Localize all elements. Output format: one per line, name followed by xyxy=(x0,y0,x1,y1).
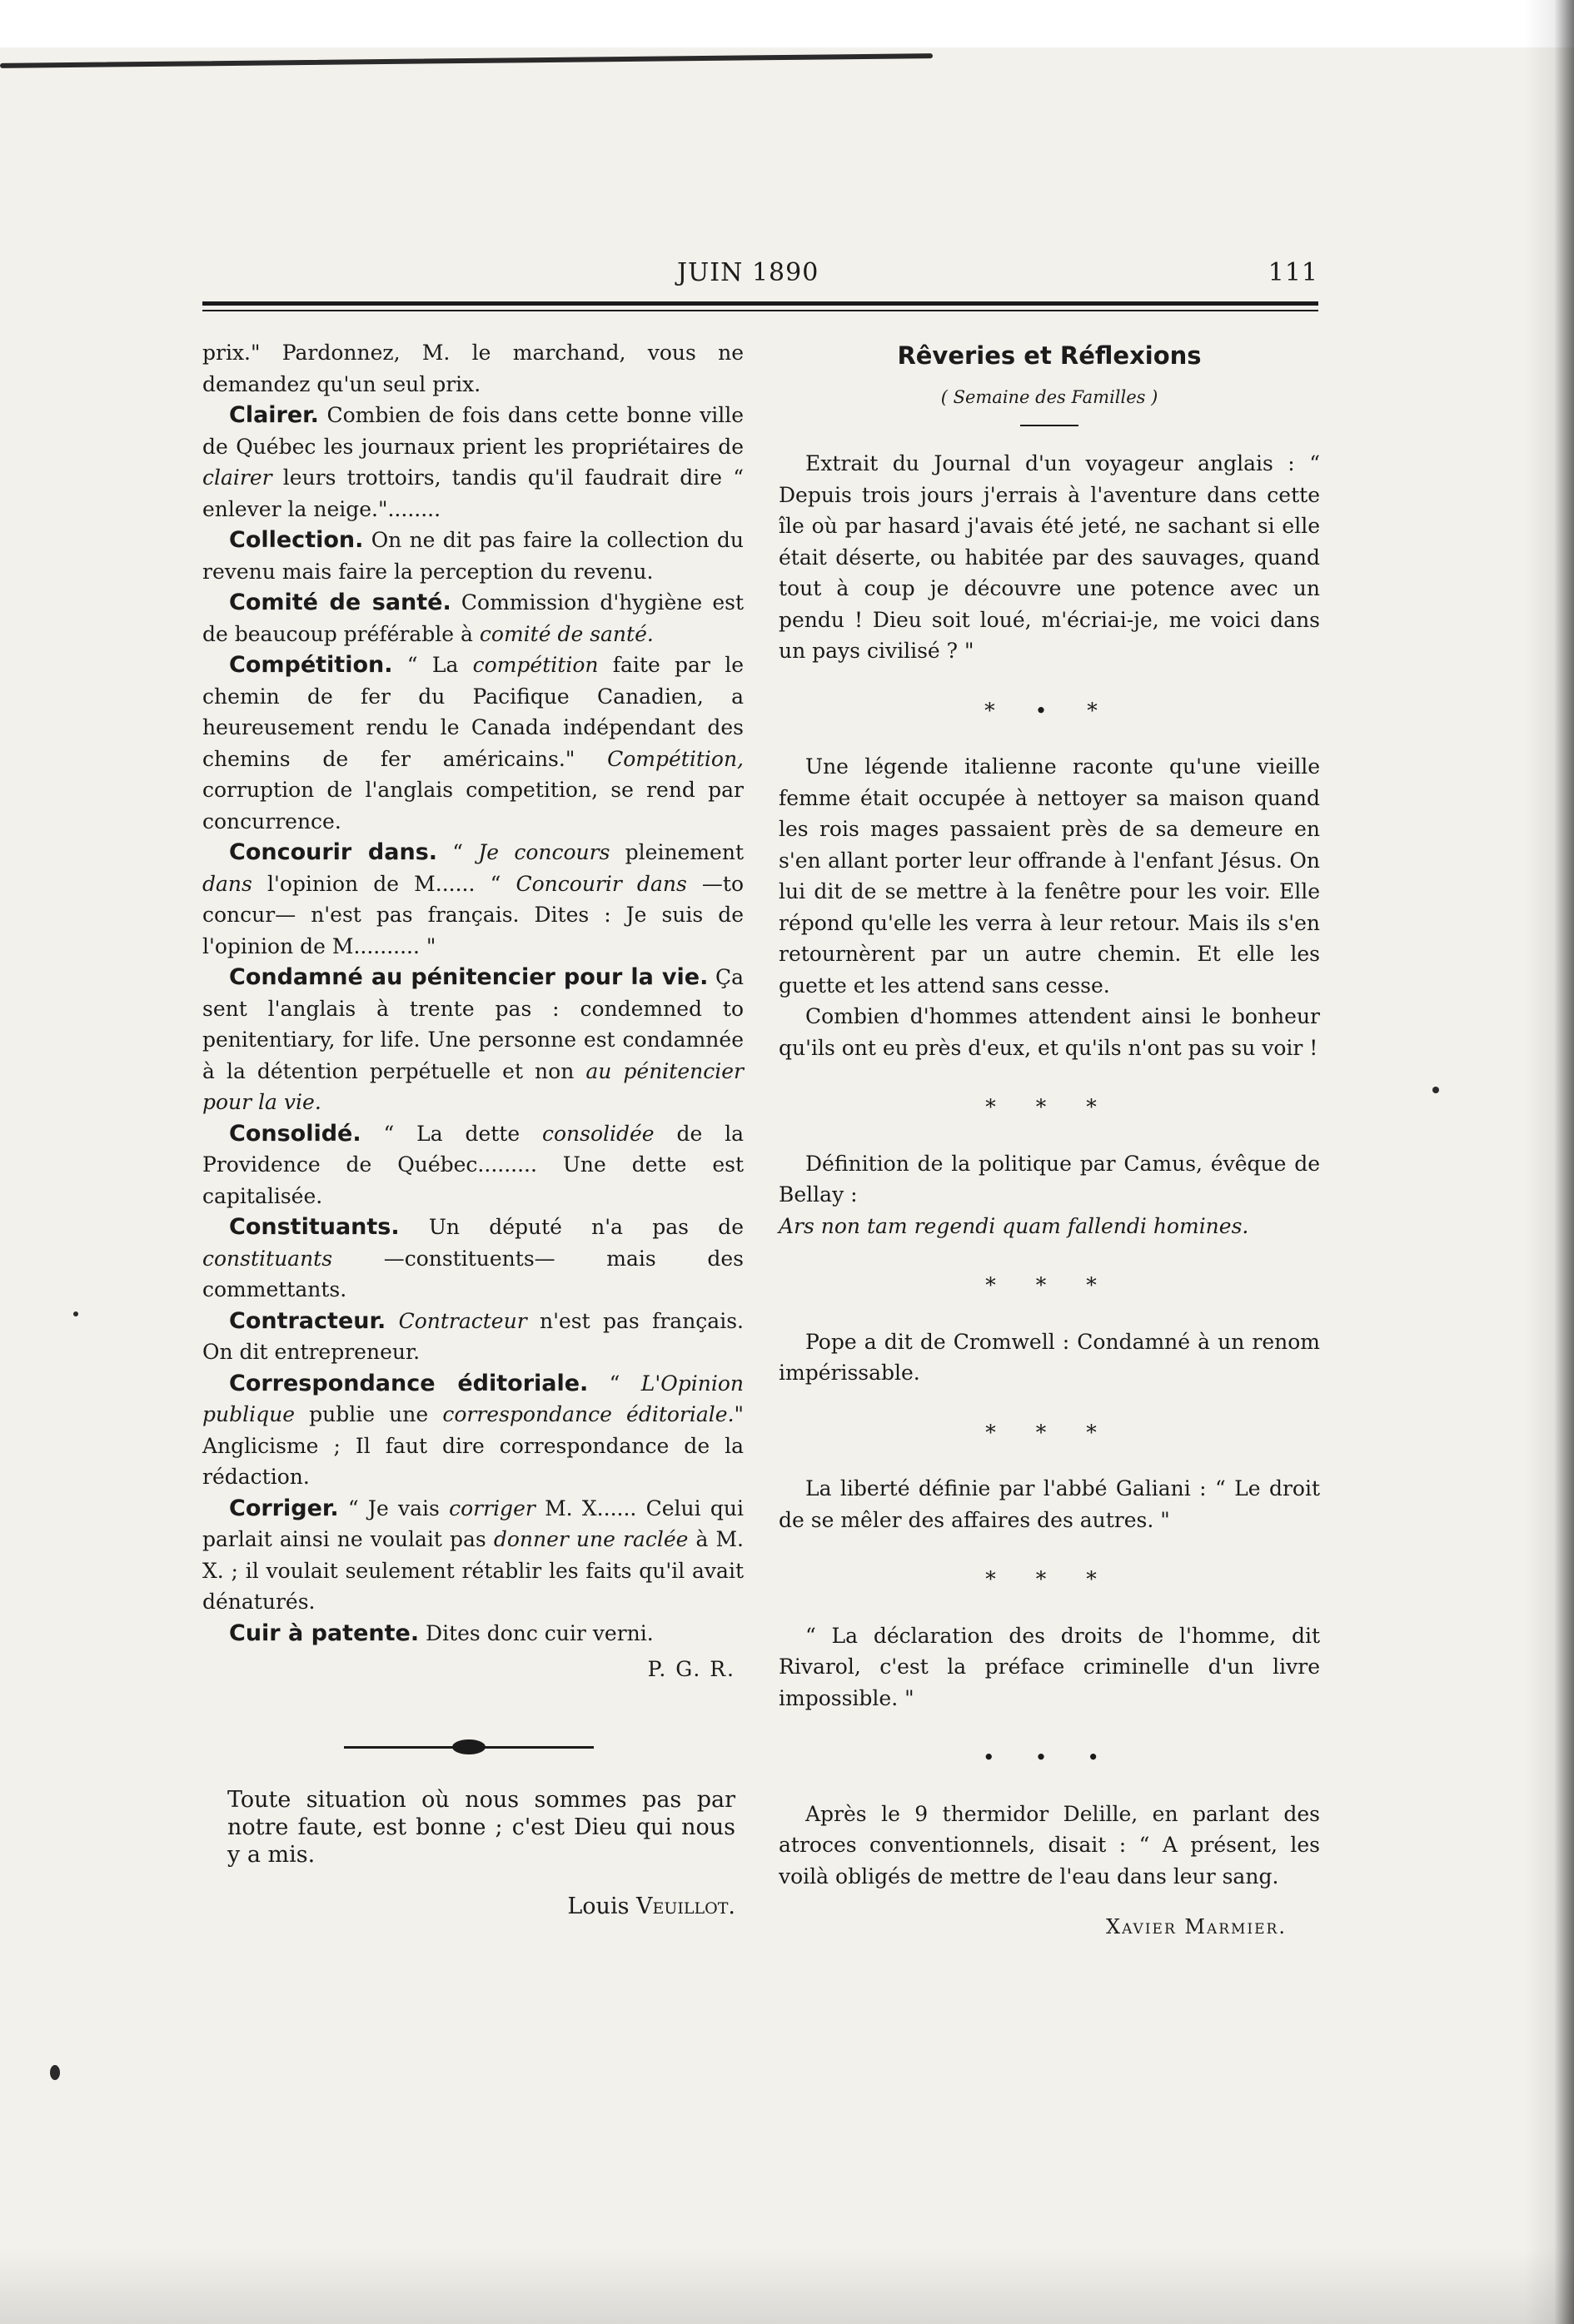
entry-text: On ne dit pas faire la collection du revenu mais faire la perception du revenu. xyxy=(202,528,744,584)
header-rule-thick xyxy=(202,301,1318,306)
entry-text: “ xyxy=(588,1371,641,1396)
signature-pgr: P. G. R. xyxy=(647,1657,735,1681)
separator-stars: * • * xyxy=(984,698,1114,723)
entry-text: leurs trottoirs, tandis qu'il faudrait dire “ enlever la neige."........ xyxy=(202,465,744,521)
entry-text: “ xyxy=(437,840,479,864)
entry-term: Compétition. xyxy=(229,652,393,678)
right-column xyxy=(779,337,1320,1963)
glossary-entry xyxy=(202,1368,744,1493)
entry-text: dans xyxy=(202,871,252,896)
paragraph-camus: Définition de la politique par Camus, évêque de Bellay : xyxy=(779,1151,1320,1207)
paragraph-bonheur: Combien d'hommes attendent ainsi le bonheur qu'ils ont eu près d'eux, et qu'ils n'ont pas su voir ! xyxy=(779,1004,1320,1060)
ornament-center xyxy=(452,1739,486,1754)
glossary-entry xyxy=(202,962,744,1118)
section-title: Rêveries et Réflexions xyxy=(897,341,1202,370)
veuillot-quote: Toute situation où nous sommes pas par notre faute, est bonne ; c'est Dieu qui nous y a mis. xyxy=(227,1786,735,1868)
short-rule xyxy=(1020,425,1078,426)
running-title: JUIN 1890 xyxy=(677,258,819,287)
entry-text: clairer xyxy=(202,465,272,490)
entry-term: Cuir à patente. xyxy=(229,1620,420,1646)
entry-text: Concourir dans xyxy=(516,871,687,896)
entry-text: consolidée xyxy=(541,1121,655,1146)
glossary-entry xyxy=(202,1618,744,1650)
entry-text: “ Je vais xyxy=(338,1495,450,1520)
paragraph-voyageur: Extrait du Journal d'un voyageur anglais : “ Depuis trois jours j'errais à l'aventure dans cette île où par hasard j'avais été jeté, ne sachant si elle était déserte, ou habitée par des sauvages, quand tout à coup je découvre une potence avec un pendu ! Dieu soit loué, m'écriai-je, me voici dans un pays civilisé ? " xyxy=(779,451,1320,663)
entry-term: Constituants. xyxy=(229,1214,400,1240)
ornament-divider xyxy=(202,1730,744,1764)
paragraph-rivarol: “ La déclaration des droits de l'homme, dit Rivarol, c'est la préface criminelle d'un livre impossible. " xyxy=(779,1623,1320,1710)
glossary-entries xyxy=(202,400,744,1649)
author-first-name: Louis xyxy=(567,1893,630,1919)
glossary-entry xyxy=(202,1212,744,1306)
separator-stars: * * * xyxy=(985,1095,1113,1119)
glossary-entry xyxy=(202,525,744,587)
ink-speck xyxy=(1432,1087,1439,1093)
paragraph-galiani: La liberté définie par l'abbé Galiani : “ Le droit de se mêler des affaires des autres. " xyxy=(779,1476,1320,1532)
glossary-entry xyxy=(202,1493,744,1618)
entry-text: " Anglicisme ; Il faut dire correspondance de la rédaction. xyxy=(202,1402,745,1489)
entry-text: Combien de fois dans cette bonne ville de Québec les journaux prient les propriétaires de xyxy=(202,403,744,459)
entry-term: Comité de santé. xyxy=(229,590,451,615)
entry-text: Ça sent l'anglais à trente pas : condemned to penitentiary, for life. Une personne est condamnée à la détention perpétuelle et non xyxy=(202,965,744,1083)
entry-text: donner une raclée xyxy=(493,1527,689,1551)
glossary-entry xyxy=(202,837,744,962)
entry-text: —to concur— n'est pas français. Dites : Je suis de l'opinion de M.......... " xyxy=(202,871,744,958)
entry-text: Commission d'hygiène est de beaucoup préférable à xyxy=(202,590,744,646)
entry-text: pleinement xyxy=(610,840,744,864)
entry-text: comité de santé. xyxy=(479,621,654,646)
entry-text xyxy=(386,1309,398,1333)
entry-text: n'est pas français. On dit entrepreneur. xyxy=(202,1308,744,1364)
entry-text: Contracteur xyxy=(398,1308,527,1333)
separator-stars: * * * xyxy=(985,1273,1113,1297)
intro-text: prix." Pardonnez, M. le marchand, vous ne demandez qu'un seul prix. xyxy=(202,341,744,396)
entry-term: Consolidé. xyxy=(229,1120,361,1147)
entry-term: Collection. xyxy=(229,527,364,553)
entry-text: Dites donc cuir verni. xyxy=(419,1620,654,1645)
entry-term: Clairer. xyxy=(229,402,319,428)
glossary-entry xyxy=(202,1118,744,1212)
separator-dots: • • • xyxy=(982,1745,1117,1769)
separator-stars: * * * xyxy=(985,1420,1113,1445)
header-rule-thin xyxy=(202,310,1318,311)
author-last-name: Veuillot. xyxy=(636,1893,735,1919)
quote-author xyxy=(202,1891,735,1923)
entry-text: Un député n'a pas de xyxy=(399,1215,744,1239)
entry-text: publie une xyxy=(295,1402,443,1426)
entry-text: corriger xyxy=(449,1495,535,1520)
signature-marmier: Xavier Marmier. xyxy=(1106,1915,1287,1938)
left-column xyxy=(202,337,744,1944)
entry-text: constituants xyxy=(202,1246,333,1271)
glossary-entry xyxy=(202,587,744,649)
section-source: ( Semaine des Familles ) xyxy=(940,386,1158,407)
entry-text: corruption de l'anglais competition, se rend par concurrence. xyxy=(202,778,744,834)
paragraph-legende: Une légende italienne raconte qu'une vieille femme était occupée à nettoyer sa maison quand les rois mages passaient près de sa demeure en s'en allant porter leur offrande à l'enfant Jésus. On lui dit de se mettre à la fenêtre pour les voir. Elle répond qu'elle les verra à leur retour. Mais ils s'en retournèrent par un autre chemin. Et elle les guette et les attend sans cesse. xyxy=(779,754,1320,998)
entry-text: “ La dette xyxy=(361,1121,542,1146)
entry-text: correspondance éditoriale. xyxy=(442,1402,735,1426)
entry-text: au pénitencier pour la vie. xyxy=(202,1058,744,1114)
entry-term: Concourir dans. xyxy=(229,839,438,865)
page-number: 111 xyxy=(1268,258,1318,287)
entry-term: Correspondance éditoriale. xyxy=(229,1370,589,1396)
entry-text: “ La xyxy=(392,653,473,677)
entry-text: de la Providence de Québec......... Une dette est capitalisée. xyxy=(202,1121,744,1208)
separator-stars: * * * xyxy=(985,1567,1113,1591)
entry-term: Corriger. xyxy=(229,1495,339,1521)
page-edge-shadow xyxy=(1524,0,1574,2324)
latin-quote: Ars non tam regendi quam fallendi homines. xyxy=(779,1213,1249,1238)
glossary-entry xyxy=(202,400,744,525)
entry-text: faite par le chemin de fer du Pacifique Canadien, a heureusement rendu le Canada indépendant des chemins de fer américains." xyxy=(202,653,744,771)
entry-text: l'opinion de M...... “ xyxy=(252,871,516,896)
entry-text: —constituents— mais des commettants. xyxy=(202,1246,744,1301)
paragraph-pope: Pope a dit de Cromwell : Condamné à un renom impérissable. xyxy=(779,1329,1320,1385)
page-header xyxy=(202,258,1318,291)
glossary-entry xyxy=(202,649,744,837)
entry-text: à M. X. ; il voulait seulement rétablir les faits qu'il avait dénaturés. xyxy=(202,1527,745,1614)
entry-text: L'Opinion publique xyxy=(202,1371,744,1426)
entry-text: compétition xyxy=(472,653,599,677)
entry-text: Je concours xyxy=(478,840,610,864)
entry-term: Contracteur. xyxy=(229,1307,386,1334)
paragraph-delille: Après le 9 thermidor Delille, en parlant des atroces conventionnels, disait : “ A présent, les voilà obligés de mettre de l'eau dans leur sang. xyxy=(779,1801,1320,1889)
entry-term: Condamné au pénitencier pour la vie. xyxy=(229,964,709,990)
glossary-entry xyxy=(202,1306,744,1368)
ink-speck xyxy=(50,2065,60,2080)
bottom-shadow xyxy=(0,2249,1574,2324)
ink-speck xyxy=(73,1311,78,1316)
entry-text: Compétition, xyxy=(607,746,744,771)
entry-text: M. X...... Celui qui parlait ainsi ne voulait pas xyxy=(202,1495,744,1551)
